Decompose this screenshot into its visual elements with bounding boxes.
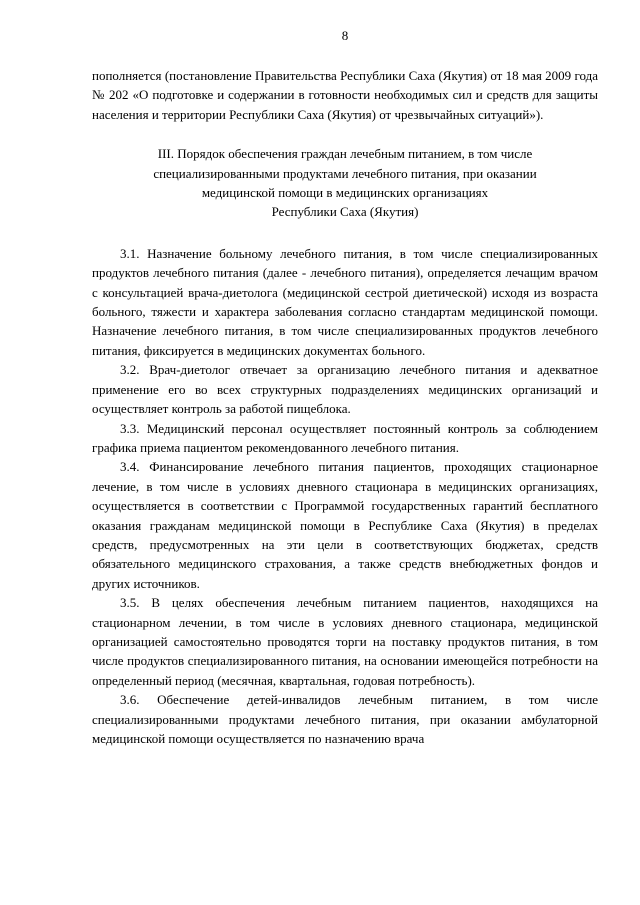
paragraph-3-6: 3.6. Обеспечение детей-инвалидов лечебным питанием, в том числе специализированными продуктами лечебного питания, при оказании амбулаторной медицинской помощи осуществляется по назначению врача <box>92 692 598 746</box>
section-heading-line-2: специализированными продуктами лечебного питания, при оказании <box>153 165 537 181</box>
section-heading-line-1: III. Порядок обеспечения граждан лечебным питанием, в том числе <box>157 146 533 162</box>
section-heading-line-3: медицинской помощи в медицинских организациях <box>201 185 489 201</box>
paragraph-3-3: 3.3. Медицинский персонал осуществляет постоянный контроль за соблюдением графика приема пациентом рекомендованного лечебного питания. <box>92 420 598 455</box>
paragraph-3-1: 3.1. Назначение больному лечебного питания, в том числе специализированных продуктов лечебного питания (далее - лечебного питания), определяется лечащим врачом с консультацией врача-диетолога (медицинской сестрой диетической) исходя из возраста больного, тяжести и характера заболевания согласно стандартам медицинской помощи. Назначение лечебного питания, в том числе специализированных продуктов лечебного питания, фиксируется в медицинских документах больного. <box>92 245 598 358</box>
paragraph-3-5: 3.5. В целях обеспечения лечебным питанием пациентов, находящихся на стационарном лечении, в том числе в условиях дневного стационара, медицинской организацией самостоятельно проводятся торги на поставку продуктов питания, в том числе продуктов специализированного питания, на основании имеющейся потребности на определенный период (месячная, квартальная, годовая потребность). <box>92 595 598 688</box>
intro-paragraph: пополняется (постановление Правительства Республики Саха (Якутия) от 18 мая 2009 года № 202 «О подготовке и содержании в готовности необходимых сил и средств для защиты населения и территории Республики Саха (Якутия) от чрезвычайных ситуаций»). <box>92 68 598 122</box>
page-number: 8 <box>341 28 349 43</box>
section-heading <box>92 144 598 222</box>
paragraph-3-4: 3.4. Финансирование лечебного питания пациентов, проходящих стационарное лечение, в том числе в условиях дневного стационара в медицинских организациях, осуществляется в соответствии с Программой государственных гарантий бесплатного оказания гражданам медицинской помощи в Республике Саха (Якутия) в пределах средств, предусмотренных на эти цели в соответствующих бюджетах, средств обязательного медицинского страхования, а также средств внебюджетных фондов и других источников. <box>92 459 598 591</box>
paragraph-3-2: 3.2. Врач-диетолог отвечает за организацию лечебного питания и адекватное применение его во всех структурных подразделениях медицинских организаций и осуществляет контроль за работой пищеблока. <box>92 362 598 417</box>
section-heading-line-4: Республики Саха (Якутия) <box>271 204 419 220</box>
document-page <box>92 28 598 748</box>
